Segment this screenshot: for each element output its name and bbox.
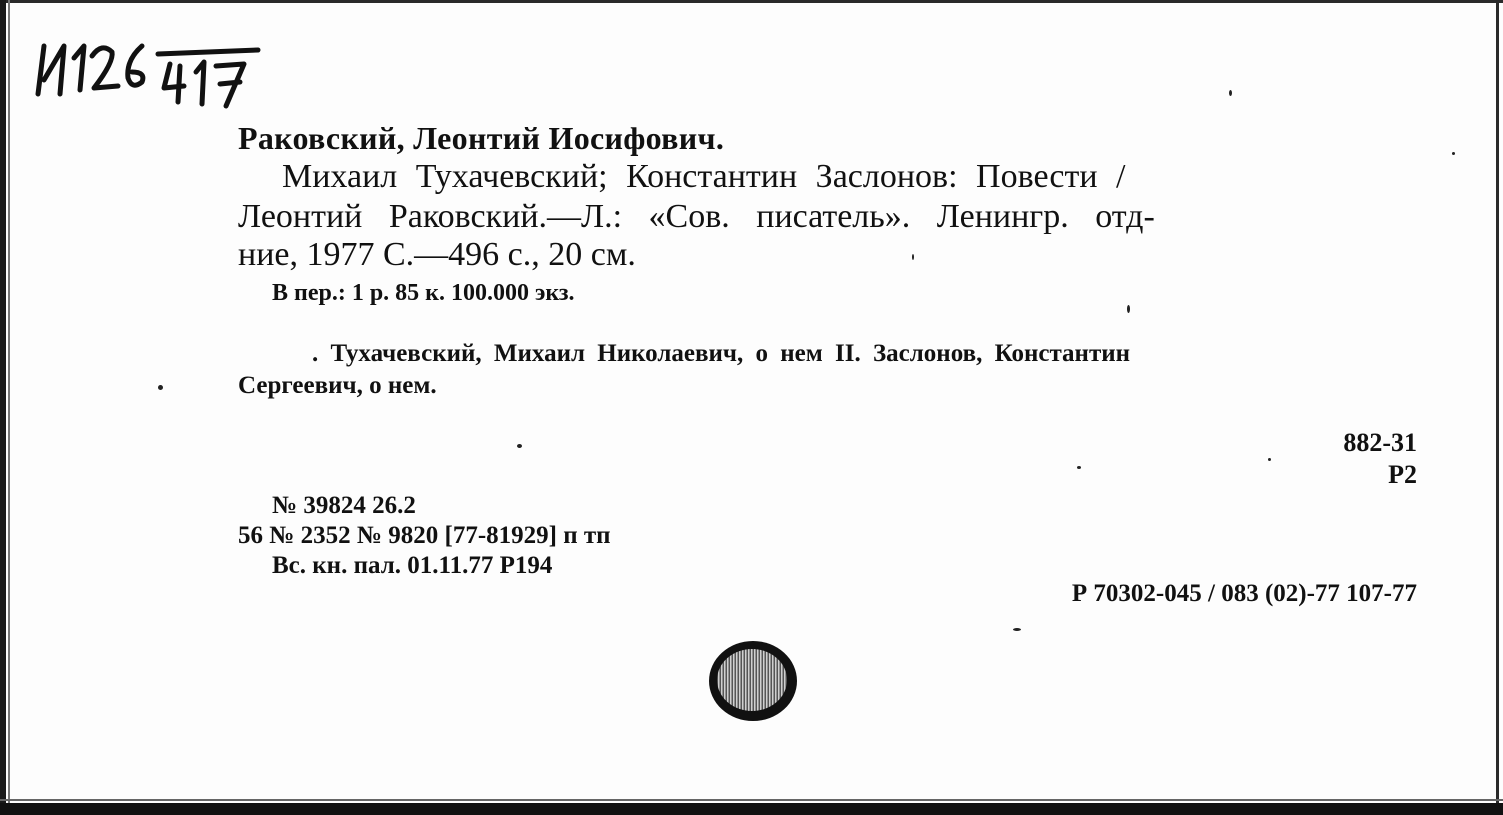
registry-line-1: № 39824 26.2 bbox=[272, 492, 416, 519]
card-border-left bbox=[0, 0, 6, 815]
speck bbox=[517, 444, 522, 448]
subject-heading-line-2: Сергеевич, о нем. bbox=[238, 372, 437, 399]
subject-heading-line-1: . Тухачевский, Михаил Николаевич, о нем II. Заслонов, Константин bbox=[312, 340, 1131, 367]
card-border-top bbox=[0, 0, 1503, 3]
card-border-bottom-inner bbox=[0, 799, 1503, 801]
title-line-1: Михаил Тухачевский; Константин Заслонов: Повести / bbox=[282, 158, 1126, 195]
speck bbox=[1452, 152, 1455, 155]
classification-code: 882-31 bbox=[1343, 428, 1417, 457]
title-line-2: Леонтий Раковский.—Л.: «Сов. писатель». Ленингр. отд- bbox=[238, 198, 1155, 235]
price-and-print-run: В пер.: 1 р. 85 к. 100.000 экз. bbox=[272, 280, 575, 306]
card-border-bottom bbox=[0, 803, 1503, 815]
handwritten-shelf-mark bbox=[30, 32, 270, 112]
title-line-3: ние, 1977 С.—496 с., 20 см. bbox=[238, 236, 636, 273]
registry-line-3: Вс. кн. пал. 01.11.77 Р194 bbox=[272, 552, 553, 579]
speck bbox=[912, 254, 914, 260]
author-mark: Р2 bbox=[1388, 460, 1417, 489]
registry-line-2: 56 № 2352 № 9820 [77-81929] п тп bbox=[238, 522, 611, 549]
speck bbox=[1077, 466, 1081, 469]
card-border-left-inner bbox=[8, 0, 10, 815]
author-heading: Раковский, Леонтий Иосифович. bbox=[238, 120, 725, 156]
publication-index: Р 70302-045 / 083 (02)-77 107-77 bbox=[1071, 580, 1417, 607]
speck bbox=[158, 385, 163, 390]
speck bbox=[1127, 305, 1130, 313]
speck bbox=[1268, 458, 1271, 461]
speck bbox=[1013, 628, 1021, 631]
card-border-right bbox=[1496, 0, 1499, 815]
punch-hole bbox=[706, 638, 800, 724]
speck bbox=[1229, 90, 1232, 96]
